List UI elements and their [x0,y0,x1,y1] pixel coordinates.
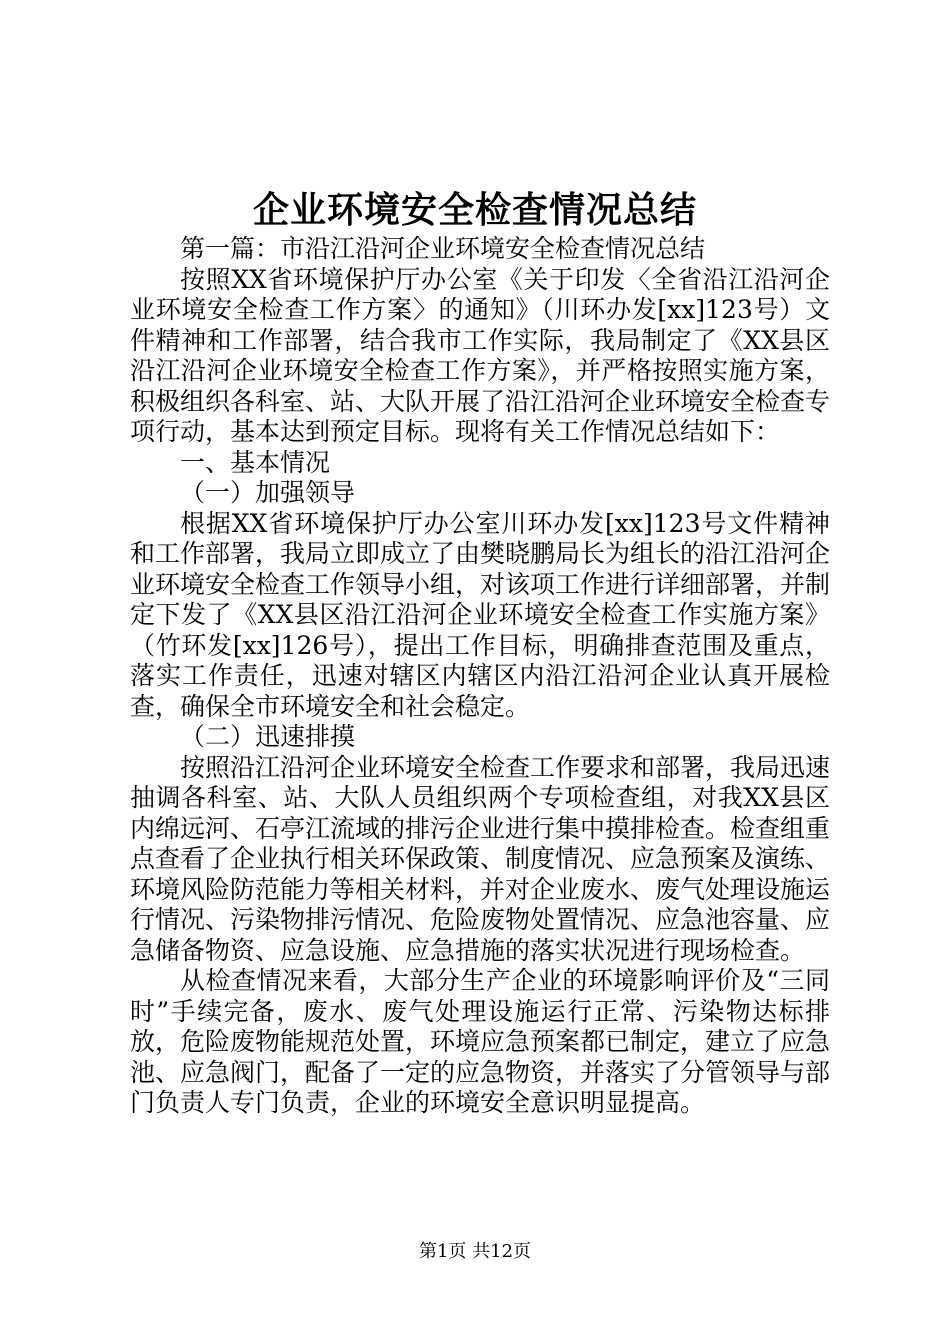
paragraph-investigation: 按照沿江沿河企业环境安全检查工作要求和部署，我局迅速抽调各科室、站、大队人员组织两个专项检查组，对我XX县区内绵远河、石亭江流域的排污企业进行集中摸排检查。检查组重点查看了企业执行相关环保政策、制度情况、应急预案及演练、环境风险防范能力等相关材料，并对企业废水、废气处理设施运行情况、污染物排污情况、危险废物处置情况、应急池容量、应急储备物资、应急设施、应急措施的落实状况进行现场检查。 [130,752,831,965]
subsection-heading-investigation: （二）迅速排摸 [180,722,356,751]
paragraph-leadership: 根据XX省环境保护厅办公室川环办发[xx]123号文件精神和工作部署，我局立即成立了由樊晓鹏局长为组长的沿江沿河企业环境安全检查工作领导小组，对该项工作进行详细部署，并制定下发了《XX县区沿江沿河企业环境安全检查工作实施方案》（竹环发[xx]126号），提出工作目标，明确排查范围及重点，落实工作责任，迅速对辖区内辖区内沿江沿河企业认真开展检查，确保全市环境安全和社会稳定。 [130,508,831,721]
page-footer: 第1页 共12页 [418,1241,532,1262]
paragraph-findings: 从检查情况来看，大部分生产企业的环境影响评价及“三同时”手续完备，废水、废气处理设施运行正常、污染物达标排放，危险废物能规范处置，环境应急预案都已制定，建立了应急池、应急阀门，配备了一定的应急物资，并落实了分管领导与部门负责人专门负责，企业的环境安全意识明显提高。 [130,966,831,1117]
paragraph-intro: 按照XX省环境保护厅办公室《关于印发〈全省沿江沿河企业环境安全检查工作方案〉的通知》（川环办发[xx]123号）文件精神和工作部署，结合我市工作实际，我局制定了《XX县区沿江沿河企业环境安全检查工作方案》，并严格按照实施方案，积极组织各科室、站、大队开展了沿江沿河企业环境安全检查专项行动，基本达到预定目标。现将有关工作情况总结如下： [130,264,831,446]
document-title: 企业环境安全检查情况总结 [252,189,697,231]
subsection-heading-leadership: （一）加强领导 [180,478,356,507]
paragraph-part-heading: 第一篇：市沿江沿河企业环境安全检查情况总结 [180,234,706,263]
section-heading-basic-situation: 一、基本情况 [180,447,331,477]
document-body [130,234,830,1119]
